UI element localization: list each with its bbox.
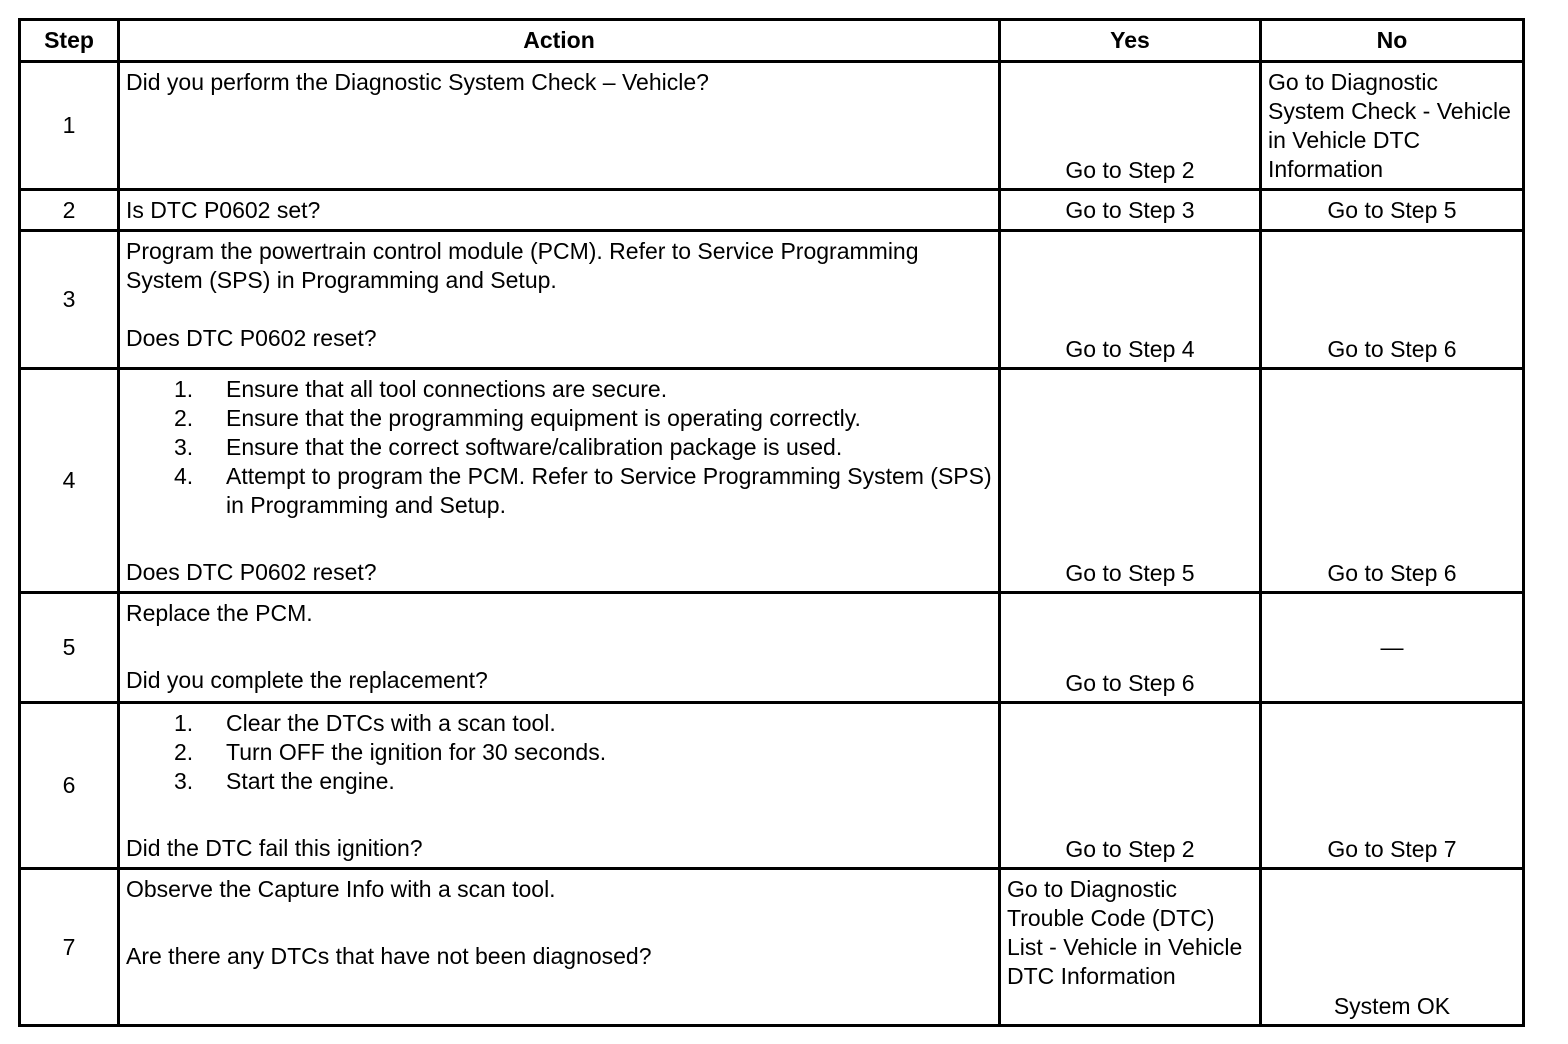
list-item-number: 2. xyxy=(174,739,194,765)
list-item-number: 1. xyxy=(174,710,194,736)
no-result: Go to Step 5 xyxy=(1261,190,1524,231)
action-text: Observe the Capture Info with a scan tool. xyxy=(126,876,556,902)
list-item xyxy=(174,709,992,738)
action-question: Did you complete the replacement? xyxy=(126,667,488,693)
action-cell xyxy=(119,593,1000,703)
yes-result xyxy=(1000,231,1261,369)
list-item-number: 1. xyxy=(174,376,194,402)
list-item-number: 2. xyxy=(174,405,194,431)
header-action: Action xyxy=(119,20,1000,62)
step-number: 5 xyxy=(20,593,119,703)
list-item-text: Ensure that all tool connections are secure. xyxy=(226,376,668,402)
yes-result: Go to Step 3 xyxy=(1000,190,1261,231)
list-item-text: Start the engine. xyxy=(226,768,395,794)
action-text: Did you perform the Diagnostic System Check – Vehicle? xyxy=(119,62,1000,190)
step-number: 6 xyxy=(20,703,119,869)
yes-result xyxy=(1000,369,1261,593)
no-result-text: Go to Diagnostic System Check - Vehicle in Vehicle DTC Information xyxy=(1268,69,1511,182)
yes-result-text: Go to Step 4 xyxy=(1065,336,1195,362)
yes-result xyxy=(1000,593,1261,703)
step-number: 3 xyxy=(20,231,119,369)
step-number: 1 xyxy=(20,62,119,190)
yes-result-text: Go to Diagnostic Trouble Code (DTC) List - Vehicle in Vehicle DTC Information xyxy=(1007,876,1243,989)
action-cell xyxy=(119,369,1000,593)
action-steps-list xyxy=(126,709,992,796)
no-result: — xyxy=(1261,593,1524,703)
yes-result-text: Go to Step 2 xyxy=(1065,157,1195,183)
list-item-text: Turn OFF the ignition for 30 seconds. xyxy=(226,739,607,765)
table-row xyxy=(20,593,1524,703)
list-item-text: Ensure that the programming equipment is operating correctly. xyxy=(226,405,861,431)
list-item-text: Attempt to program the PCM. Refer to Service Programming System (SPS) in Programming and Setup. xyxy=(226,463,992,518)
list-item xyxy=(174,767,992,796)
list-item-number: 4. xyxy=(174,463,194,489)
no-result-text: Go to Step 6 xyxy=(1327,336,1457,362)
list-item xyxy=(174,404,992,433)
action-cell xyxy=(119,703,1000,869)
action-text: Program the powertrain control module (PCM). Refer to Service Programming System (SPS) in Programming and Setup. xyxy=(126,238,919,293)
action-text: Replace the PCM. xyxy=(126,600,313,626)
no-result-text: Go to Step 6 xyxy=(1327,560,1457,586)
no-result xyxy=(1261,369,1524,593)
table-row xyxy=(20,869,1524,1026)
table-row xyxy=(20,190,1524,231)
step-number: 7 xyxy=(20,869,119,1026)
action-steps-list xyxy=(126,375,992,520)
header-step: Step xyxy=(20,20,119,62)
table-header-row xyxy=(20,20,1524,62)
yes-result-text: Go to Step 2 xyxy=(1065,836,1195,862)
action-question: Does DTC P0602 reset? xyxy=(126,325,377,351)
table-row xyxy=(20,703,1524,869)
step-number: 2 xyxy=(20,190,119,231)
list-item xyxy=(174,738,992,767)
yes-result-text: Go to Step 5 xyxy=(1065,560,1195,586)
no-result xyxy=(1261,703,1524,869)
header-yes: Yes xyxy=(1000,20,1261,62)
action-cell xyxy=(119,231,1000,369)
list-item-text: Clear the DTCs with a scan tool. xyxy=(226,710,556,736)
list-item-text: Ensure that the correct software/calibration package is used. xyxy=(226,434,843,460)
no-result xyxy=(1261,231,1524,369)
table-row xyxy=(20,62,1524,190)
action-text: Is DTC P0602 set? xyxy=(119,190,1000,231)
list-item-number: 3. xyxy=(174,434,194,460)
no-result-text: Go to Step 7 xyxy=(1327,836,1457,862)
list-item xyxy=(174,462,992,520)
action-question: Does DTC P0602 reset? xyxy=(126,559,377,585)
action-question: Are there any DTCs that have not been diagnosed? xyxy=(126,943,652,969)
yes-result-text: Go to Step 6 xyxy=(1065,670,1195,696)
yes-result xyxy=(1000,62,1261,190)
table-row xyxy=(20,369,1524,593)
header-no: No xyxy=(1261,20,1524,62)
no-result xyxy=(1261,869,1524,1026)
no-result-text: System OK xyxy=(1333,993,1451,1019)
yes-result xyxy=(1000,869,1261,1026)
step-number: 4 xyxy=(20,369,119,593)
action-question: Did the DTC fail this ignition? xyxy=(126,835,423,861)
yes-result xyxy=(1000,703,1261,869)
diagnostic-table xyxy=(18,18,1525,1027)
list-item-number: 3. xyxy=(174,768,194,794)
list-item xyxy=(174,433,992,462)
list-item xyxy=(174,375,992,404)
table-row xyxy=(20,231,1524,369)
action-cell xyxy=(119,869,1000,1026)
no-result xyxy=(1261,62,1524,190)
